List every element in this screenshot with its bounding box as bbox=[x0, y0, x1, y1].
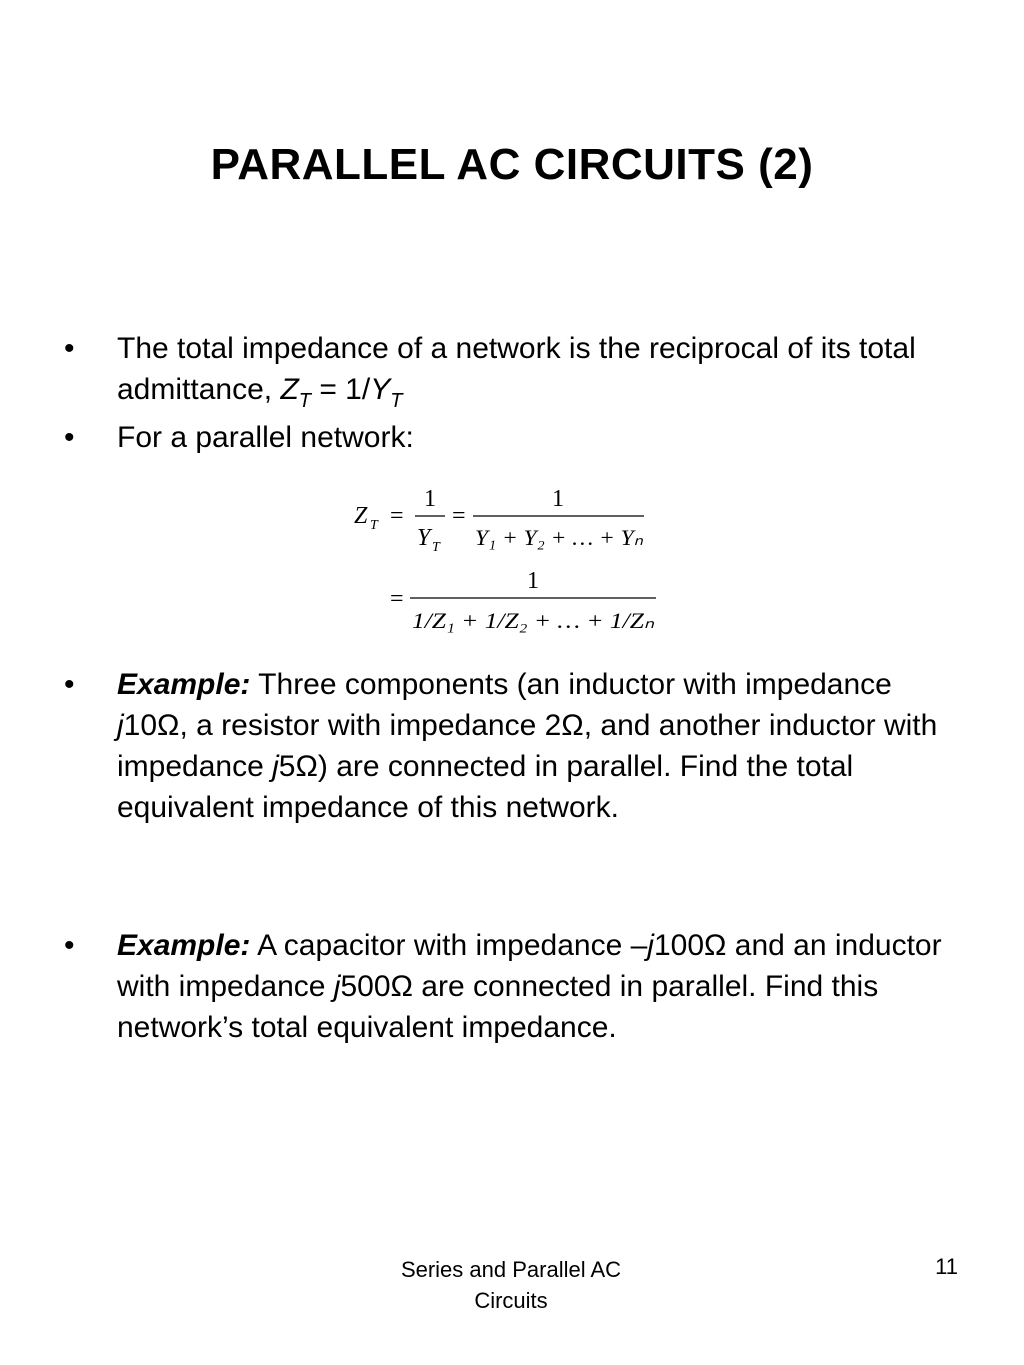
formula-numerator: 1 bbox=[527, 568, 539, 594]
formula-zt: Z bbox=[354, 503, 368, 529]
formula-numerator: 1 bbox=[424, 486, 436, 512]
bullet-text: Example: A capacitor with impedance –j100Ω and an inductor with impedance j500Ω are connected in parallel. Find this network’s total equivalent impedance. bbox=[117, 929, 942, 1044]
slide-title: PARALLEL AC CIRCUITS (2) bbox=[210, 140, 814, 189]
formula-equals: = bbox=[390, 586, 404, 612]
page-number: 11 bbox=[935, 1254, 958, 1279]
formula-denominator: Y₁ + Y₂ + … + Yₙ bbox=[475, 525, 644, 550]
bullet-icon: • bbox=[64, 929, 75, 962]
formula-denominator: Y bbox=[417, 525, 431, 551]
bullet-text: Example: Three components (an inductor with impedance j10Ω, a resistor with impedance 2Ω, and another inductor with impedance j5Ω) are connected in parallel. Find the total equivalent impedance of this network. bbox=[117, 668, 938, 824]
bullet-icon: • bbox=[64, 332, 75, 365]
formula-zt-sub: T bbox=[370, 518, 378, 533]
footer-title: Series and Parallel AC Circuits bbox=[400, 1257, 622, 1313]
formula-numerator: 1 bbox=[552, 486, 564, 512]
bullet-text: For a parallel network: bbox=[117, 421, 414, 454]
impedance-formula bbox=[330, 478, 690, 648]
bullet-text: The total impedance of a network is the reciprocal of its total admittance, $Z_T = 1/Y_T$ bbox=[117, 332, 916, 412]
bullet-icon: • bbox=[64, 421, 75, 454]
bullet-icon: • bbox=[64, 668, 75, 701]
formula-equals: = bbox=[452, 503, 466, 529]
formula-denominator-sub: T bbox=[432, 540, 440, 555]
formula-denominator: 1/Z₁ + 1/Z₂ + … + 1/Zₙ bbox=[412, 608, 655, 633]
formula-equals: = bbox=[390, 503, 404, 529]
